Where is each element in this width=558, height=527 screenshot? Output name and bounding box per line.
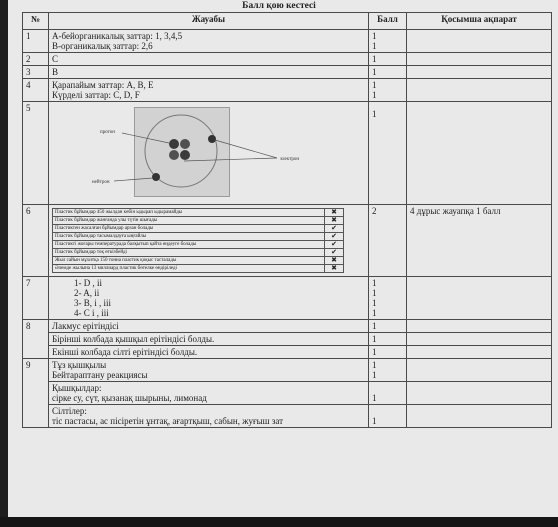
score-cell: 1 [369, 333, 407, 346]
proton-label: протон [100, 130, 115, 135]
statement-row [53, 225, 344, 233]
answer-line: Бейтараптану реакциясы [52, 370, 148, 380]
row-number: 5 [23, 102, 49, 205]
note-cell [407, 277, 552, 320]
acids-heading: Қышқылдар: [52, 383, 102, 393]
answer-cell [49, 382, 369, 405]
photo-dark-edge [0, 0, 8, 527]
row-number: 2 [23, 53, 49, 66]
answer-cell [49, 30, 369, 53]
statement-mark: ✖ [325, 265, 344, 273]
score-cell [369, 79, 407, 102]
header-answer: Жауабы [49, 13, 369, 30]
electron-particle [208, 135, 216, 143]
answer-cell [49, 79, 369, 102]
row-number: 1 [23, 30, 49, 53]
score-cell [369, 382, 407, 405]
score-cell [369, 30, 407, 53]
score-cell [369, 359, 407, 382]
score-value: 1 [372, 90, 377, 100]
answer-cell: Екінші колбада сілті ерітіндісі болды. [49, 346, 369, 359]
row-number: 9 [23, 359, 49, 428]
score-value: 1 [372, 41, 377, 51]
statement-row [53, 233, 344, 241]
statement-text: Пластик бұйымдар тоқ өткізбейді [53, 249, 325, 257]
statement-mark: ✔ [325, 241, 344, 249]
answer-cell: В [49, 66, 369, 79]
electron-particle [152, 173, 160, 181]
score-value: 1 [372, 370, 377, 380]
neutron-pointer [114, 178, 153, 181]
bases-heading: Сілтілер: [52, 406, 87, 416]
nucleus-particle [169, 139, 179, 149]
table-row [23, 53, 552, 66]
page-title: Балл қою кестесі [242, 1, 316, 11]
electron-label: электрон [280, 157, 300, 162]
nucleus-particle [180, 150, 190, 160]
note-cell [407, 405, 552, 428]
answer-cell [49, 405, 369, 428]
table-row [23, 30, 552, 53]
row-number: 7 [23, 277, 49, 320]
score-value: 1 [372, 80, 377, 90]
table-row [23, 333, 552, 346]
note-cell [407, 359, 552, 382]
list-item: 1- D , ii [74, 278, 102, 288]
row-number: 6 [23, 205, 49, 277]
acids-list: сірке су, сүт, қызанақ шырыны, лимонад [52, 393, 207, 403]
score-cell [369, 102, 407, 205]
answer-cell: Бірінші колбада қышқыл ерітіндісі болды. [49, 333, 369, 346]
list-item: 2- A, ii [74, 288, 100, 298]
statement-text: Пластикті жоғары температурада балқытып қайта өңдеуге болады [53, 241, 325, 249]
score-cell [369, 405, 407, 428]
note-cell [407, 346, 552, 359]
atom-diagram [52, 103, 352, 203]
note-cell [407, 53, 552, 66]
table-row [23, 79, 552, 102]
score-value: 1 [372, 416, 377, 426]
table-row [23, 346, 552, 359]
note-cell: 4 дұрыс жауапқа 1 балл [407, 205, 552, 277]
nucleus-particle [169, 150, 179, 160]
electron-pointer [184, 158, 277, 161]
score-value: 1 [372, 393, 377, 403]
statement-mark: ✔ [325, 225, 344, 233]
answer-line: А-бейорганикалық заттар: 1, 3,4,5 [52, 31, 183, 41]
note-cell [407, 102, 552, 205]
statement-text: Пластик бұйымдар тасымалдауға ыңғайлы [53, 233, 325, 241]
answer-line: Тұз қышқылы [52, 360, 107, 370]
atom-drawing [52, 103, 352, 203]
score-value: 1 [372, 360, 377, 370]
statement-mark: ✖ [325, 209, 344, 217]
statement-row [53, 257, 344, 265]
header-row [23, 13, 552, 30]
score-cell: 1 [369, 346, 407, 359]
note-cell [407, 382, 552, 405]
statement-mark: ✔ [325, 233, 344, 241]
statement-mark: ✖ [325, 257, 344, 265]
statement-text: Әлемде жылына 13 миллиард пластик бөтелке өндіріледі [53, 265, 325, 273]
statement-row [53, 265, 344, 273]
answer-line: В-органикалық заттар: 2,6 [52, 41, 153, 51]
statement-text: Пластиктен жасалған бұйымдар арзан болады [53, 225, 325, 233]
table-row [23, 405, 552, 428]
table-row [23, 205, 552, 277]
statement-text: Пластик бұйымдар 450 жылдан көбін ыдырап ыдырамайды [53, 209, 325, 217]
note-cell [407, 30, 552, 53]
note-cell [407, 320, 552, 333]
photo-dark-bottom [0, 517, 558, 527]
list-item: 3- B, i , iii [74, 298, 112, 308]
score-value: 1 [372, 278, 377, 288]
answer-cell: Лакмус ерітіндісі [49, 320, 369, 333]
list-item: 4- C i , iii [74, 308, 109, 318]
score-cell: 1 [369, 320, 407, 333]
note-cell [407, 66, 552, 79]
header-no: № [23, 13, 49, 30]
score-value: 1 [372, 308, 377, 318]
table-row [23, 382, 552, 405]
scoring-table [22, 12, 552, 428]
score-value: 1 [372, 109, 377, 119]
row-number: 8 [23, 320, 49, 359]
answer-cell [49, 359, 369, 382]
answer-line: Күрделі заттар: C, D, F [52, 90, 140, 100]
neutron-label: нейтрон [92, 180, 110, 185]
table-row [23, 277, 552, 320]
header-score: Балл [369, 13, 407, 30]
answer-cell [49, 102, 369, 205]
statement-text: Пластик бұйымдар жанғанда улы түтін шығады [53, 217, 325, 225]
answer-cell [49, 205, 369, 277]
note-cell [407, 79, 552, 102]
table-row [23, 359, 552, 382]
statement-row [53, 241, 344, 249]
proton-pointer [122, 133, 169, 143]
score-cell: 1 [369, 66, 407, 79]
statement-mark: ✖ [325, 217, 344, 225]
nucleus-particle [180, 139, 190, 149]
score-value: 1 [372, 298, 377, 308]
statement-text: Жыл сайын мұхитқа 150 тонна пластик қоқыс тасталады [53, 257, 325, 265]
matching-list [52, 278, 365, 318]
statement-row [53, 209, 344, 217]
score-value: 1 [372, 288, 377, 298]
statements-table [52, 208, 344, 273]
row-number: 4 [23, 79, 49, 102]
statement-mark: ✔ [325, 249, 344, 257]
score-cell: 1 [369, 53, 407, 66]
header-note: Қосымша ақпарат [407, 13, 552, 30]
answer-cell: С [49, 53, 369, 66]
score-cell [369, 277, 407, 320]
table-row [23, 102, 552, 205]
electron-pointer [215, 140, 277, 158]
row-number: 3 [23, 66, 49, 79]
answer-cell [49, 277, 369, 320]
note-cell [407, 333, 552, 346]
score-cell: 2 [369, 205, 407, 277]
statement-row [53, 217, 344, 225]
table-row [23, 320, 552, 333]
answer-line: Қарапайым заттар: А, В, Е [52, 80, 154, 90]
table-row [23, 66, 552, 79]
bases-list: тіс пастасы, ас пісіретін ұнтақ, ағартқыш, сабын, жуғыш зат [52, 416, 284, 426]
score-value: 1 [372, 31, 377, 41]
statement-row [53, 249, 344, 257]
